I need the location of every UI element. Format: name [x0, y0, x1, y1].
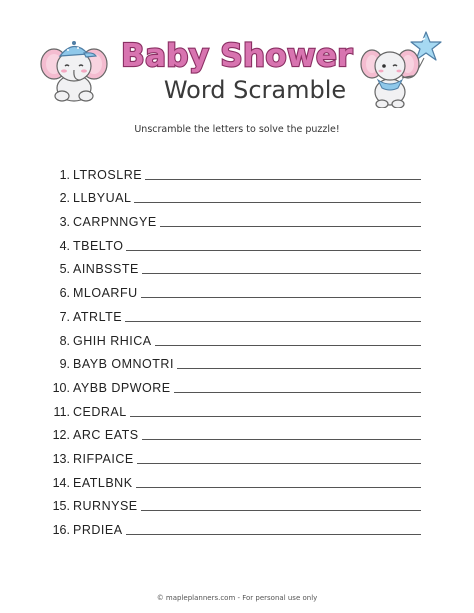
item-number: 7.: [59, 309, 70, 324]
scrambled-word: EATLBNK: [73, 475, 133, 490]
item-number: 6.: [59, 286, 70, 301]
answer-line[interactable]: [126, 249, 421, 251]
scramble-row: [0, 255, 474, 279]
footer-credit: © mapleplanners.com - For personal use only: [156, 594, 318, 602]
scrambled-word: LLBYUAL: [73, 191, 132, 206]
header: [0, 0, 474, 118]
answer-line[interactable]: [137, 462, 421, 464]
item-number: 9.: [59, 357, 70, 372]
scrambled-word: GHIH RHICA: [73, 333, 152, 348]
answer-line[interactable]: [130, 415, 421, 417]
item-number: 1.: [59, 167, 70, 182]
scrambled-word: ARC EATS: [73, 428, 139, 443]
scramble-row: [0, 326, 474, 350]
answer-line[interactable]: [141, 296, 421, 298]
answer-line[interactable]: [174, 391, 421, 393]
scramble-row: [0, 492, 474, 516]
scrambled-word: MLOARFU: [73, 286, 138, 301]
item-number: 14.: [52, 475, 70, 490]
scrambled-word: CEDRAL: [73, 404, 127, 419]
title: Baby Shower: [121, 38, 353, 74]
answer-line[interactable]: [155, 344, 421, 346]
scramble-row: [0, 350, 474, 374]
item-number: 11.: [53, 404, 70, 419]
item-number: 3.: [59, 215, 70, 230]
item-number: 13.: [52, 451, 70, 466]
item-number: 4.: [59, 238, 70, 253]
answer-line[interactable]: [134, 201, 421, 203]
scramble-row: [0, 184, 474, 208]
answer-line[interactable]: [136, 486, 421, 488]
answer-line[interactable]: [142, 272, 421, 274]
scramble-row: [0, 515, 474, 539]
scrambled-word: PRDIEA: [73, 523, 123, 537]
item-number: 12.: [52, 428, 70, 443]
answer-line[interactable]: [125, 320, 421, 322]
scramble-row: [0, 160, 474, 184]
answer-line[interactable]: [142, 438, 421, 440]
subtitle: Word Scramble: [163, 76, 347, 104]
answer-line[interactable]: [177, 367, 421, 369]
scrambled-word: AYBB DPWORE: [73, 380, 171, 395]
scrambled-word: TBELTO: [73, 238, 124, 253]
scramble-row: [0, 468, 474, 492]
scramble-row: [0, 373, 474, 397]
scrambled-word: BAYB OMNOTRI: [73, 357, 174, 372]
scrambled-word: LTROSLRE: [73, 167, 143, 182]
answer-line[interactable]: [145, 178, 421, 180]
item-number: 8.: [59, 333, 70, 348]
scrambled-word: RIFPAICE: [73, 451, 134, 466]
item-number: 16.: [52, 523, 70, 537]
scramble-row: [0, 278, 474, 302]
scramble-row: [0, 421, 474, 445]
answer-line[interactable]: [160, 225, 421, 227]
scrambled-word: ATRLTE: [73, 309, 123, 324]
elephant-with-star-balloon-icon: [360, 30, 444, 108]
scrambled-word: CARPNNGYE: [73, 215, 157, 230]
scrambled-word: RURNYSE: [73, 499, 138, 514]
answer-line[interactable]: [141, 509, 421, 511]
scramble-row: [0, 397, 474, 421]
scramble-row: [0, 231, 474, 255]
instructions: Unscramble the letters to solve the puzzle!: [134, 124, 340, 135]
scramble-row: [0, 207, 474, 231]
item-number: 5.: [59, 262, 70, 277]
scramble-list: [0, 160, 474, 539]
answer-line[interactable]: [126, 533, 421, 535]
item-number: 2.: [59, 191, 70, 206]
scrambled-word: AINBSSTE: [73, 262, 139, 277]
scramble-row: [0, 302, 474, 326]
scramble-row: [0, 444, 474, 468]
item-number: 10.: [52, 380, 70, 395]
item-number: 15.: [52, 499, 70, 514]
